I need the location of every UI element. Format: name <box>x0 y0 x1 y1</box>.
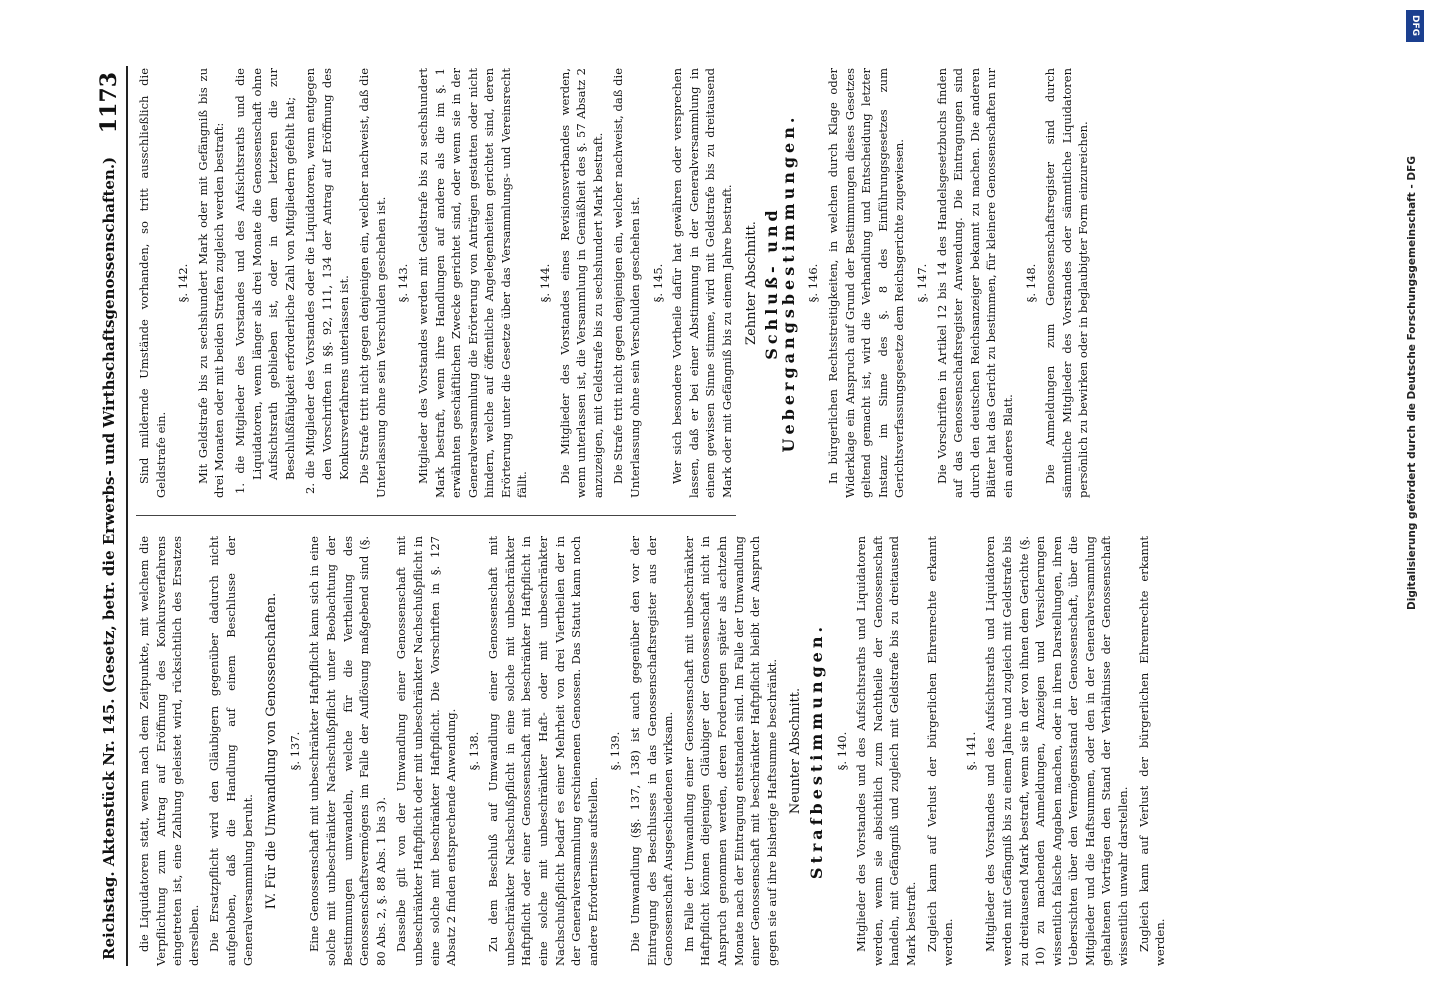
paragraph: Die Ersatzpflicht wird den Gläubigern gegenüber dadurch nicht aufgehoben, daß die Handlung auf einem Beschlusse der Generalversammlung beruht. <box>207 536 255 966</box>
paragraph: Zu dem Beschluß auf Umwandlung einer Genossenschaft mit unbeschränkter Nachschußpflicht in eine solche mit unbeschränkter Haftpflicht oder einer Genossenschaft mit beschränkter Haftpflicht in eine solche mit unbeschränkter Haft- oder mit unbeschränkter Nachschußpflicht bedarf es einer Mehrheit von drei Viertheilen der in der Generalversammlung erschienenen Genossen. Das Statut kann noch andere Erfordernisse aufstellen. <box>486 536 600 966</box>
paragraph: Zugleich kann auf Verlust der bürgerlichen Ehrenrechte erkannt werden. <box>1136 536 1168 966</box>
paragraph: Mit Geldstrafe bis zu sechshundert Mark oder mit Gefängniß bis zu drei Monaten oder mit beiden Strafen zugleich werden bestraft: <box>195 68 227 498</box>
paragraph: In bürgerlichen Rechtsstreitigkeiten, in welchen durch Klage oder Widerklage ein Anspruch auf Grund der Bestimmungen dieses Gesetzes geltend gemacht ist, wird die Verhandlung und Entscheidung letzter Instanz im Sinne des §. 8 des Einführungsgesetzes zum Gerichtsverfassungsgesetze dem Reichsgerichte zugewiesen. <box>825 68 907 498</box>
section-number: §. 143. <box>396 263 411 303</box>
subheading: IV. Für die Umwandlung von Genossenschaften. <box>264 592 280 910</box>
section-number: §. 140. <box>834 731 849 771</box>
digitization-note: Digitalisierung gefördert durch die Deutsche Forschungsgemeinschaft - DFG <box>1406 156 1418 610</box>
paragraph: die Liquidatoren statt, wenn nach dem Zeitpunkte, mit welchem die Verpflichtung zum Antrag auf Eröffnung des Konkursverfahrens eingetreten ist, eine Zahlung geleistet wird, rücksichtlich des Ersatzes derselben. <box>137 536 201 966</box>
paragraph: Eine Genossenschaft mit unbeschränkter Haftpflicht kann sich in eine solche mit unbeschränkter Nachschußpflicht unter Beobachtung der Bestimmungen umwandeln, welche für die Vertheilung des Genossenschaftsvermögens im Falle der Auflösung maßgebend sind (§. 80 Abs. 2, §. 88 Abs. 1 bis 3). <box>307 536 388 966</box>
paragraph: Die Strafe tritt nicht gegen denjenigen ein, welcher nachweist, daß die Unterlassung ohne sein Verschulden geschehen ist. <box>357 68 388 498</box>
paragraph: Die Vorschriften in Artikel 12 bis 14 des Handelsgesetzbuchs finden auf das Genossenschaftsregister Anwendung. Die Eintragungen sind durch den deutschen Reichsanzeiger bekannt zu machen. Die anderen Blätter hat das Gericht zu bestimmen, für kleinere Genossenschaften nur ein anderes Blatt. <box>934 68 1015 498</box>
paragraph: Sind mildernde Umstände vorhanden, so tritt ausschließlich die Geldstrafe ein. <box>137 68 168 498</box>
right-column <box>136 68 1096 498</box>
paragraph: Dasselbe gilt von der Umwandlung einer Genossenschaft mit unbeschränkter Haftpflicht oder mit unbeschränkter Nachschußpflicht in eine solche mit beschränkter Haftpflicht. Die Vorschriften in §. 127 Absatz 2 finden entsprechende Anwendung. <box>394 536 459 966</box>
paragraph: Die Anmeldungen zum Genossenschaftsregister sind durch sämmtliche Mitglieder des Vorstandes oder sämmtliche Liquidatoren persönlich zu bewirken oder in beglaubigter Form einzureichen. <box>1043 68 1091 498</box>
section-heading: Zehnter Abschnitt. <box>743 221 759 345</box>
section-number: §. 148. <box>1023 263 1038 303</box>
section-number: §. 146. <box>806 263 821 303</box>
page-header <box>96 66 128 966</box>
section-number: §. 147. <box>914 263 929 303</box>
section-number: §. 141. <box>963 731 978 771</box>
section-heading: Neunter Abschnitt. <box>788 687 804 815</box>
page-number: 1173 <box>96 72 122 134</box>
section-number: §. 144. <box>538 263 553 303</box>
running-title: Reichstag. Aktenstück Nr. 145. (Gesetz, betr. die Erwerbs- und Wirthschaftsgenossenschaften.) <box>100 156 118 960</box>
section-number: §. 137. <box>287 731 302 771</box>
left-column <box>136 536 1173 966</box>
paragraph: Die Umwandlung (§§. 137, 138) ist auch gegenüber den vor der Eintragung des Beschlusses in das Genossenschaftsregister aus der Genossenschaft Ausgeschiedenen wirksam. <box>628 536 676 966</box>
rotated-document <box>96 66 1336 966</box>
paragraph: Mitglieder des Vorstandes werden mit Geldstrafe bis zu sechshundert Mark bestraft, wenn ihre Handlungen auf andere als die im §. 1 erwähnten geschäftlichen Zwecke gerichtet sind, oder wenn sie in der Generalversammlung die Erörterung von Anträgen gestatten oder nicht hindern, welche auf öffentliche Angelegenheiten gerichtet sind, deren Erörterung unter die Gesetze über das Versammlungs- und Vereinsrecht fällt. <box>415 68 530 498</box>
paragraph: Mitglieder des Vorstandes und des Aufsichtsraths und Liquidatoren werden mit Gefängniß bis zu einem Jahre und zugleich mit Geldstrafe bis zu dreitausend Mark bestraft, wenn sie in der von ihnen dem Gerichte (§. 10) zu machenden Anmeldungen, Anzeigen und Versicherungen wissentlich falsche Angaben machen, oder in ihren Darstellungen, ihren Uebersichten über den Vermögensstand der Genossenschaft, über die Mitglieder und die Haftsummen, oder den in der Generalversammlung gehaltenen Vorträgen den Stand der Verhältnisse der Genossenschaft wissentlich unwahr darstellen. <box>983 536 1131 966</box>
paragraph: Zugleich kann auf Verlust der bürgerlichen Ehrenrechte erkannt werden. <box>924 536 956 966</box>
chapter-title: Schluß- und Uebergangsbestimmungen. <box>762 113 798 453</box>
paragraph: Die Mitglieder des Vorstandes eines Revisionsverbandes werden, wenn unterlassen ist, die Versammlung in Gemäßheit des §. 57 Absatz 2 anzuzeigen, mit Geldstrafe bis zu sechshundert Mark bestraft. <box>557 68 605 498</box>
dfg-margin <box>1404 10 1426 990</box>
paragraph: Die Strafe tritt nicht gegen denjenigen ein, welcher nachweist, daß die Unterlassung ohne sein Verschulden geschehen ist. <box>611 68 643 498</box>
section-number: §. 142. <box>176 263 191 303</box>
dfg-logo: DFG <box>1406 10 1424 42</box>
chapter-title: Strafbestimmungen. <box>806 622 826 880</box>
paragraph: Im Falle der Umwandlung einer Genossenschaft mit unbeschränkter Haftpflicht können diejenigen Gläubiger der Genossenschaft nicht in Anspruch genommen werden, deren Forderungen später als achtzehn Monate nach der Eintragung entstanden sind. Im Falle der Umwandlung einer Genossenschaft mit beschränkter Haftpflicht bleibt der Anspruch gegen sie auf ihre bisherige Haftsumme beschränkt. <box>681 536 779 966</box>
list-item: 2. die Mitglieder des Vorstandes oder die Liquidatoren, wenn entgegen den Vorschriften in §§. 92, 111, 134 der Antrag auf Eröffnung des Konkursverfahrens unterlassen ist. <box>303 68 351 494</box>
list-item: 1. die Mitglieder des Vorstandes und des Aufsichtsraths und die Liquidatoren, wenn länger als drei Monate die Genossenschaft ohne Aufsichtsrath geblieben ist, oder in dem letzteren die zur Beschlußfähigkeit erforderliche Zahl von Mitgliedern gefehlt hat; <box>232 68 297 494</box>
paragraph: Wer sich besondere Vortheile dafür hat gewähren oder versprechen lassen, daß er bei einer Abstimmung in der Generalversammlung in einem gewissen Sinne stimme, wird mit Geldstrafe bis zu dreitausend Mark oder mit Gefängniß bis zu einem Jahre bestraft. <box>670 68 734 498</box>
section-number: §. 139. <box>608 731 623 771</box>
section-number: §. 138. <box>466 731 481 771</box>
section-number: §. 145. <box>650 263 665 303</box>
column-divider <box>136 515 736 516</box>
paragraph: Mitglieder des Vorstandes und des Aufsichtsraths und Liquidatoren werden, wenn sie absichtlich zum Nachtheile der Genossenschaft handeln, mit Gefängniß und zugleich mit Geldstrafe bis zu dreitausend Mark bestraft. <box>854 536 918 966</box>
